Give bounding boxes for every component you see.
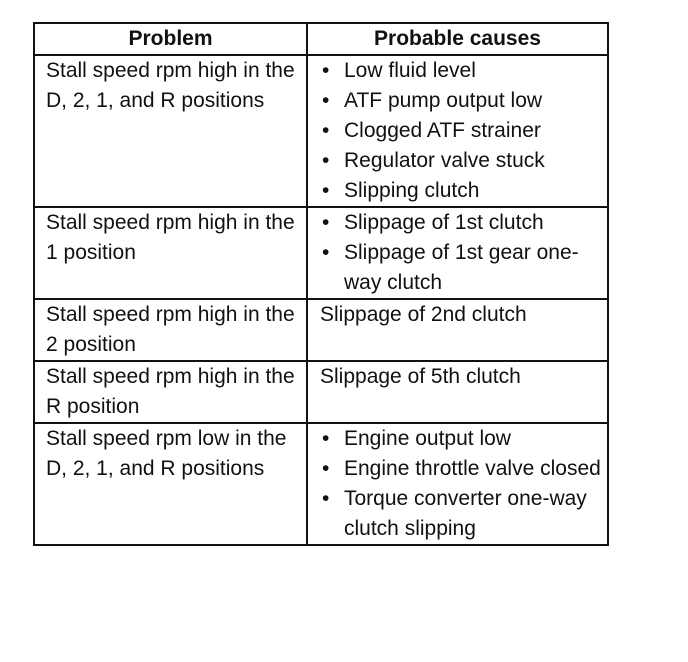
problem-cell: Stall speed rpm high in the 2 position bbox=[34, 299, 307, 361]
table-header-row bbox=[34, 23, 608, 55]
problem-cell: Stall speed rpm high in the 1 position bbox=[34, 207, 307, 299]
cause-item: • Slipping clutch bbox=[320, 176, 603, 206]
table-row bbox=[34, 423, 608, 545]
table-row bbox=[34, 55, 608, 207]
causes-list bbox=[320, 208, 603, 298]
table-row bbox=[34, 207, 608, 299]
causes-cell bbox=[307, 299, 608, 361]
causes-cell bbox=[307, 423, 608, 545]
cause-item: • Regulator valve stuck bbox=[320, 146, 603, 176]
table-row bbox=[34, 361, 608, 423]
causes-list bbox=[320, 424, 603, 544]
troubleshooting-table bbox=[33, 22, 609, 546]
causes-cell bbox=[307, 207, 608, 299]
cause-item: • Engine throttle valve closed bbox=[320, 454, 603, 484]
cause-item: • Clogged ATF strainer bbox=[320, 116, 603, 146]
causes-cell bbox=[307, 361, 608, 423]
header-probable-causes: Probable causes bbox=[307, 23, 608, 55]
table-row bbox=[34, 299, 608, 361]
cause-item: • Slippage of 1st clutch bbox=[320, 208, 603, 238]
causes-list bbox=[320, 56, 603, 206]
causes-cell bbox=[307, 55, 608, 207]
cause-item: • Torque converter one-way clutch slipping bbox=[320, 484, 603, 544]
cause-text: Slippage of 2nd clutch bbox=[320, 303, 527, 326]
cause-item: • ATF pump output low bbox=[320, 86, 603, 116]
cause-item: • Low fluid level bbox=[320, 56, 603, 86]
problem-cell: Stall speed rpm low in the D, 2, 1, and R positions bbox=[34, 423, 307, 545]
cause-item: • Engine output low bbox=[320, 424, 603, 454]
header-problem: Problem bbox=[34, 23, 307, 55]
cause-item: • Slippage of 1st gear one-way clutch bbox=[320, 238, 603, 298]
problem-cell: Stall speed rpm high in the D, 2, 1, and R positions bbox=[34, 55, 307, 207]
problem-cell: Stall speed rpm high in the R position bbox=[34, 361, 307, 423]
cause-text: Slippage of 5th clutch bbox=[320, 365, 521, 388]
